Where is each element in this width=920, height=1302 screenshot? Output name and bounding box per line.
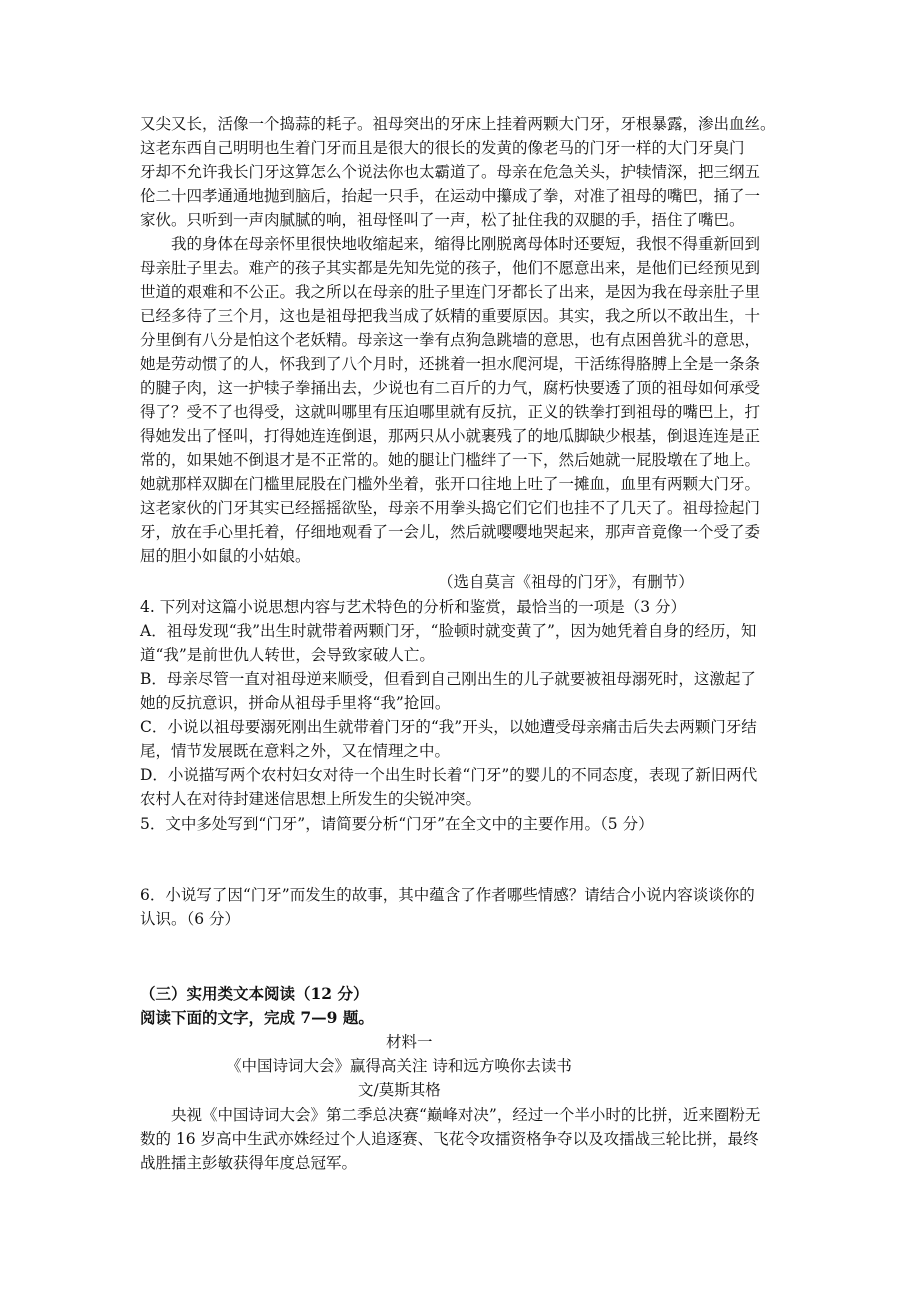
option-c-line1: C．小说以祖母要溺死刚出生就带着门牙的“我”开头，以她遭受母亲痛击后失去两颗门牙结 (140, 718, 757, 736)
article-title: 《中国诗词大会》赢得高关注 诗和远方唤你去读书 (226, 1057, 572, 1075)
story-line: 她就那样双脚在门槛里屁股在门槛外坐着，张开口往地上吐了一摊血，血里有两颗大门牙。 (140, 475, 761, 493)
story-line: 这老家伙的门牙其实已经摇摇欲坠，母亲不用拳头捣它们它们也挂不了几天了。祖母捡起门 (140, 499, 761, 517)
option-d-line1: D．小说描写两个农村妇女对待一个出生时长着“门牙”的婴儿的不同态度，表现了新旧两代 (140, 766, 758, 784)
story-line: 已经多待了三个月，这也是祖母把我当成了妖精的重要原因。其实，我之所以不敢出生，十 (140, 307, 761, 325)
question-6-line1: 6．小说写了因“门牙”而发生的故事，其中蕴含了作者哪些情感？请结合小说内容谈谈你的 (140, 886, 755, 904)
question-4: 4. 下列对这篇小说思想内容与艺术特色的分析和鉴赏，最恰当的一项是（3 分） (140, 598, 687, 616)
story-line: 得了？受不了也得受，这就叫哪里有压迫哪里就有反抗，正义的铁拳打到祖母的嘴巴上，打 (140, 403, 761, 421)
story-line: 牙，放在手心里托着，仔细地观看了一会儿，然后就嘤嘤地哭起来，那声音竟像一个受了委 (140, 523, 761, 541)
option-a-line2: 道“我”是前世仇人转世，会导致家破人亡。 (140, 646, 435, 664)
article-author: 文/莫斯其格 (358, 1081, 441, 1099)
option-b-line1: B．母亲尽管一直对祖母逆来顺受，但看到自己刚出生的儿子就要被祖母溺死时，这激起了 (140, 670, 756, 688)
story-line: 又尖又长，活像一个捣蒜的耗子。祖母突出的牙床上挂着两颗大门牙，牙根暴露，渗出血丝。 (140, 115, 776, 133)
article-paragraph-line: 央视《中国诗词大会》第二季总决赛“巅峰对决”，经过一个半小时的比拼，近来圈粉无 (140, 1106, 761, 1124)
section-heading: （三）实用类文本阅读（12 分） (140, 984, 369, 1003)
article-paragraph-line: 战胜擂主彭敏获得年度总冠军。 (140, 1154, 358, 1172)
story-line: 的腱子肉，这一护犊子拳捅出去，少说也有二百斤的力气，腐朽快要透了顶的祖母如何承受 (140, 379, 761, 397)
option-b-line2: 她的反抗意识，拼命从祖母手里将“我”抢回。 (140, 694, 451, 712)
story-line: 伦二十四孝通通地抛到脑后，抬起一只手，在运动中攥成了拳，对准了祖母的嘴巴，捅了一 (140, 187, 761, 205)
story-line: 世道的艰难和不公正。我之所以在母亲的肚子里连门牙都长了出来，是因为我在母亲肚子里 (140, 283, 761, 301)
section-instruction: 阅读下面的文字，完成 7—9 题。 (140, 1008, 374, 1027)
option-c-line2: 尾，情节发展既在意料之外，又在情理之中。 (140, 742, 451, 760)
material-label: 材料一 (386, 1033, 433, 1051)
story-line: 分里倒有八分是怕这个老妖精。母亲这一拳有点狗急跳墙的意思，也有点困兽犹斗的意思， (140, 331, 761, 349)
story-line: 屈的胆小如鼠的小姑娘。 (140, 547, 311, 565)
story-line: 我的身体在母亲怀里很快地收缩起来，缩得比刚脱离母体时还要短，我恨不得重新回到 (140, 235, 761, 253)
story-line: 家伙。只听到一声肉腻腻的响，祖母怪叫了一声，松了扯住我的双腿的手，捂住了嘴巴。 (140, 211, 745, 229)
story-line: 常的，如果她不倒退才是不正常的。她的腿让门槛绊了一下，然后她就一屁股墩在了地上。 (140, 451, 761, 469)
story-line: 牙却不允许我长门牙这算怎么个说法你也太霸道了。母亲在危急关头，护犊情深，把三纲五 (140, 163, 761, 181)
story-line: 她是劳动惯了的人，怀我到了八个月时，还挑着一担水爬河堤，干活练得胳膊上全是一条条 (140, 355, 761, 373)
article-paragraph-line: 数的 16 岁高中生武亦姝经过个人追逐赛、飞花令攻擂资格争夺以及攻擂战三轮比拼，最终 (140, 1130, 759, 1148)
option-a-line1: A．祖母发现“我”出生时就带着两颗门牙，“脸顿时就变黄了”，因为她凭着自身的经历，知 (140, 622, 757, 640)
story-line: 母亲肚子里去。难产的孩子其实都是先知先觉的孩子，他们不愿意出来，是他们已经预见到 (140, 259, 761, 277)
question-6-line2: 认识。（6 分） (140, 910, 241, 928)
question-5: 5．文中多处写到“门牙”，请简要分析“门牙”在全文中的主要作用。（5 分） (140, 815, 654, 833)
option-d-line2: 农村人在对待封建迷信思想上所发生的尖锐冲突。 (140, 790, 482, 808)
story-line: 这老东西自己明明也生着门牙而且是很大的很长的发黄的像老马的门牙一样的大门牙臭门 (140, 139, 745, 157)
story-line: 得她发出了怪叫，打得她连连倒退，那两只从小就裹残了的地瓜脚缺少根基，倒退连连是正 (140, 427, 761, 445)
source-citation: （选自莫言《祖母的门牙》，有删节） (438, 573, 694, 591)
